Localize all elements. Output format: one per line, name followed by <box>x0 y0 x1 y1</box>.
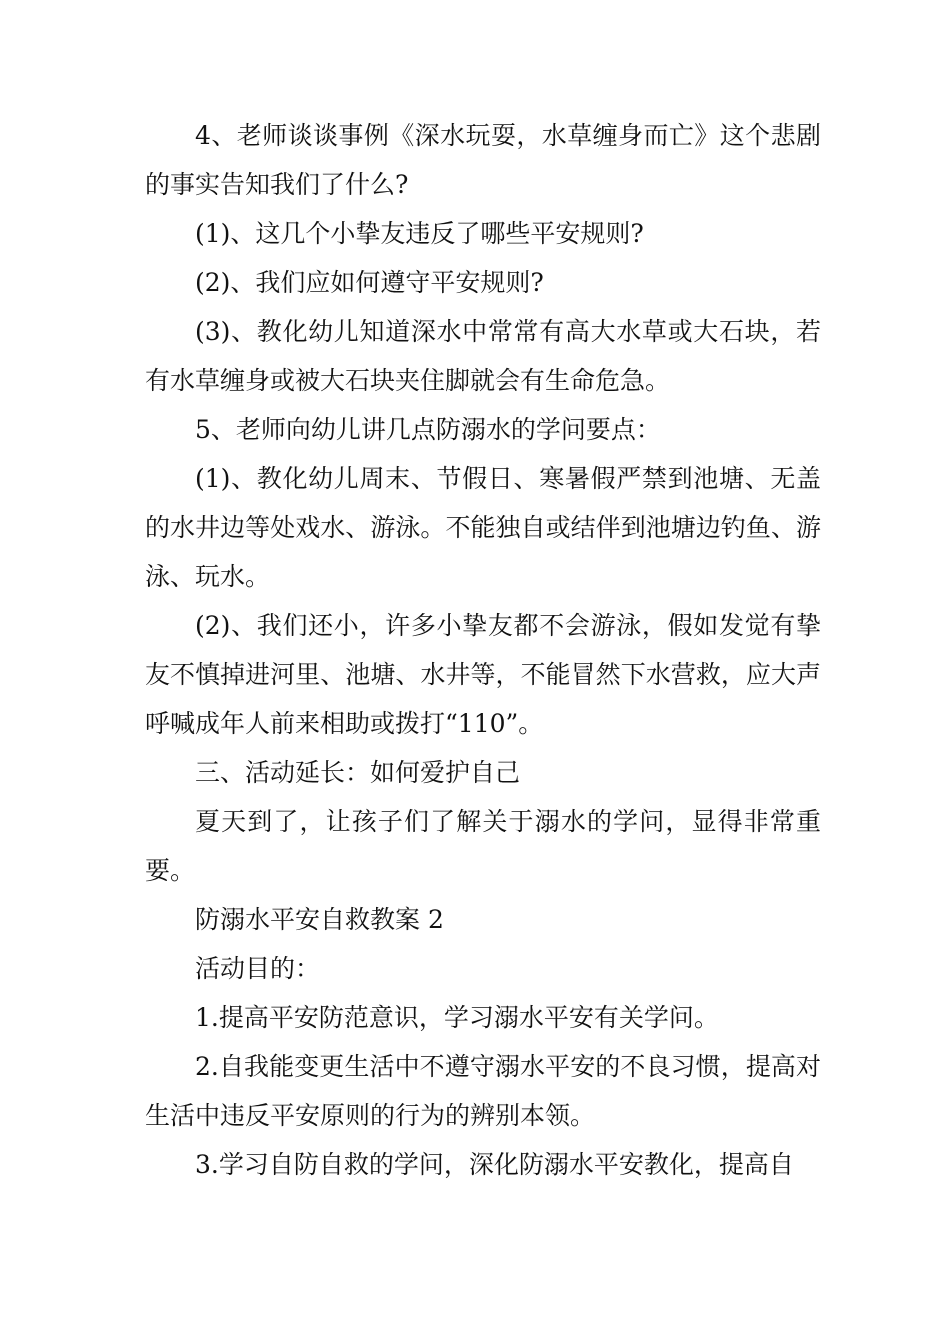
paragraph-objective-1: 1.提高平安防范意识，学习溺水平安有关学问。 <box>195 1003 719 1032</box>
paragraph-objective-2: 2.自我能变更生活中不遵守溺水平安的不良习惯，提高对生活中违反平安原则的行为的辨别本领。 <box>145 1052 821 1130</box>
paragraph-example-question: 4、老师谈谈事例《深水玩耍，水草缠身而亡》这个悲剧的事实告知我们了什么? <box>145 121 821 199</box>
paragraph-key-points-heading: 5、老师向幼儿讲几点防溺水的学问要点： <box>195 415 661 444</box>
document-body <box>145 111 821 1189</box>
paragraph-objectives-heading: 活动目的： <box>195 954 321 983</box>
lesson-plan-title: 防溺水平安自救教案 2 <box>195 905 444 934</box>
paragraph-key-point-2: (2)、我们还小，许多小挚友都不会游泳，假如发觉有挚友不慎掉进河里、池塘、水井等，不能冒然下水营救，应大声呼喊成年人前来相助或拨打“110”。 <box>145 611 821 738</box>
paragraph-key-point-1: (1)、教化幼儿周末、节假日、寒暑假严禁到池塘、无盖的水井边等处戏水、游泳。不能独自或结伴到池塘边钓鱼、游泳、玩水。 <box>145 464 821 591</box>
paragraph-section-heading: 三、活动延长：如何爱护自己 <box>195 758 521 787</box>
paragraph-sub-item-3: (3)、教化幼儿知道深水中常常有高大水草或大石块，若有水草缠身或被大石块夹住脚就会有生命危急。 <box>145 317 821 395</box>
paragraph-sub-item-1: (1)、这几个小挚友违反了哪些平安规则? <box>195 219 644 248</box>
paragraph-summary: 夏天到了，让孩子们了解关于溺水的学问，显得非常重要。 <box>145 807 821 885</box>
paragraph-objective-3: 3.学习自防自救的学问，深化防溺水平安教化，提高自 <box>195 1150 794 1179</box>
paragraph-sub-item-2: (2)、我们应如何遵守平安规则? <box>195 268 544 297</box>
